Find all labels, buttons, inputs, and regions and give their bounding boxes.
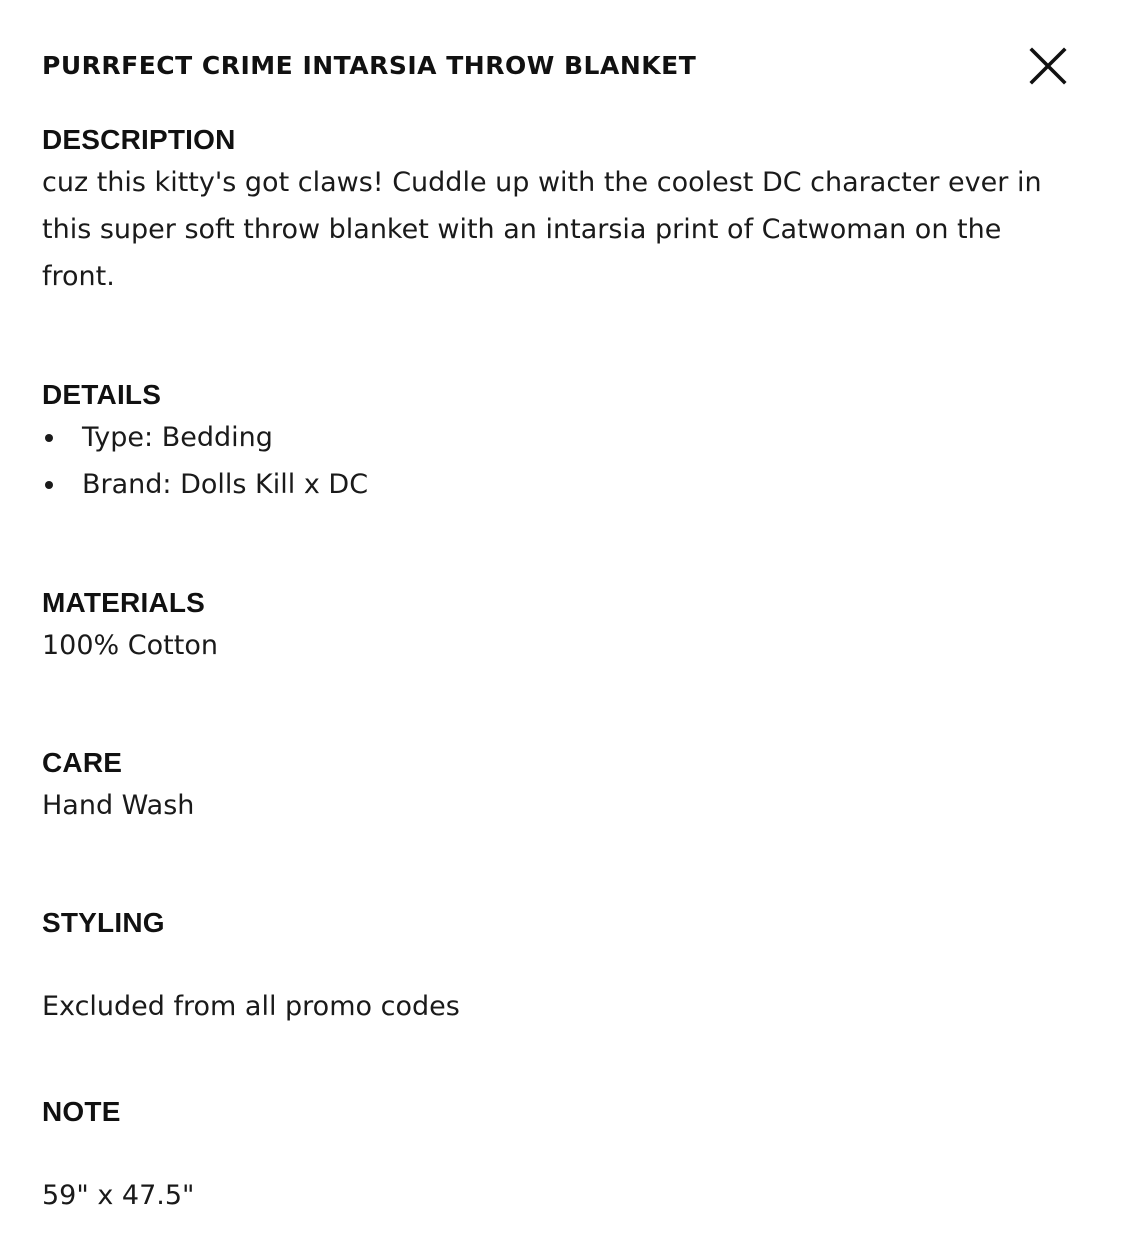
care-text: Hand Wash (42, 790, 195, 821)
bullet-icon (45, 434, 53, 442)
details-item-text: Type: Bedding (82, 422, 273, 453)
materials-text: 100% Cotton (42, 630, 218, 661)
details-heading: DETAILS (42, 379, 162, 410)
description-section (42, 124, 1062, 300)
materials-section (42, 587, 1062, 669)
close-icon (1029, 47, 1067, 85)
care-heading: CARE (42, 747, 123, 778)
description-text: cuz this kitty's got claws! Cuddle up with the coolest DC character ever in this super soft throw blanket with an intarsia print of Catwoman on the front. (42, 167, 1042, 292)
details-item (42, 414, 1062, 461)
modal-title: PURRFECT CRIME INTARSIA THROW BLANKET (42, 51, 697, 80)
styling-heading: STYLING (42, 907, 165, 938)
close-button[interactable] (1022, 40, 1074, 92)
styling-section (42, 907, 1062, 1030)
note-heading: NOTE (42, 1096, 121, 1127)
care-section (42, 747, 1062, 829)
note-text: 59" x 47.5" (42, 1180, 195, 1211)
bullet-icon (45, 481, 53, 489)
styling-text: Excluded from all promo codes (42, 991, 460, 1022)
details-item (42, 461, 1062, 508)
details-list (42, 414, 1062, 508)
details-section (42, 379, 1062, 508)
note-section (42, 1096, 1062, 1219)
materials-heading: MATERIALS (42, 587, 206, 618)
description-heading: DESCRIPTION (42, 124, 236, 155)
details-item-text: Brand: Dolls Kill x DC (82, 469, 369, 500)
